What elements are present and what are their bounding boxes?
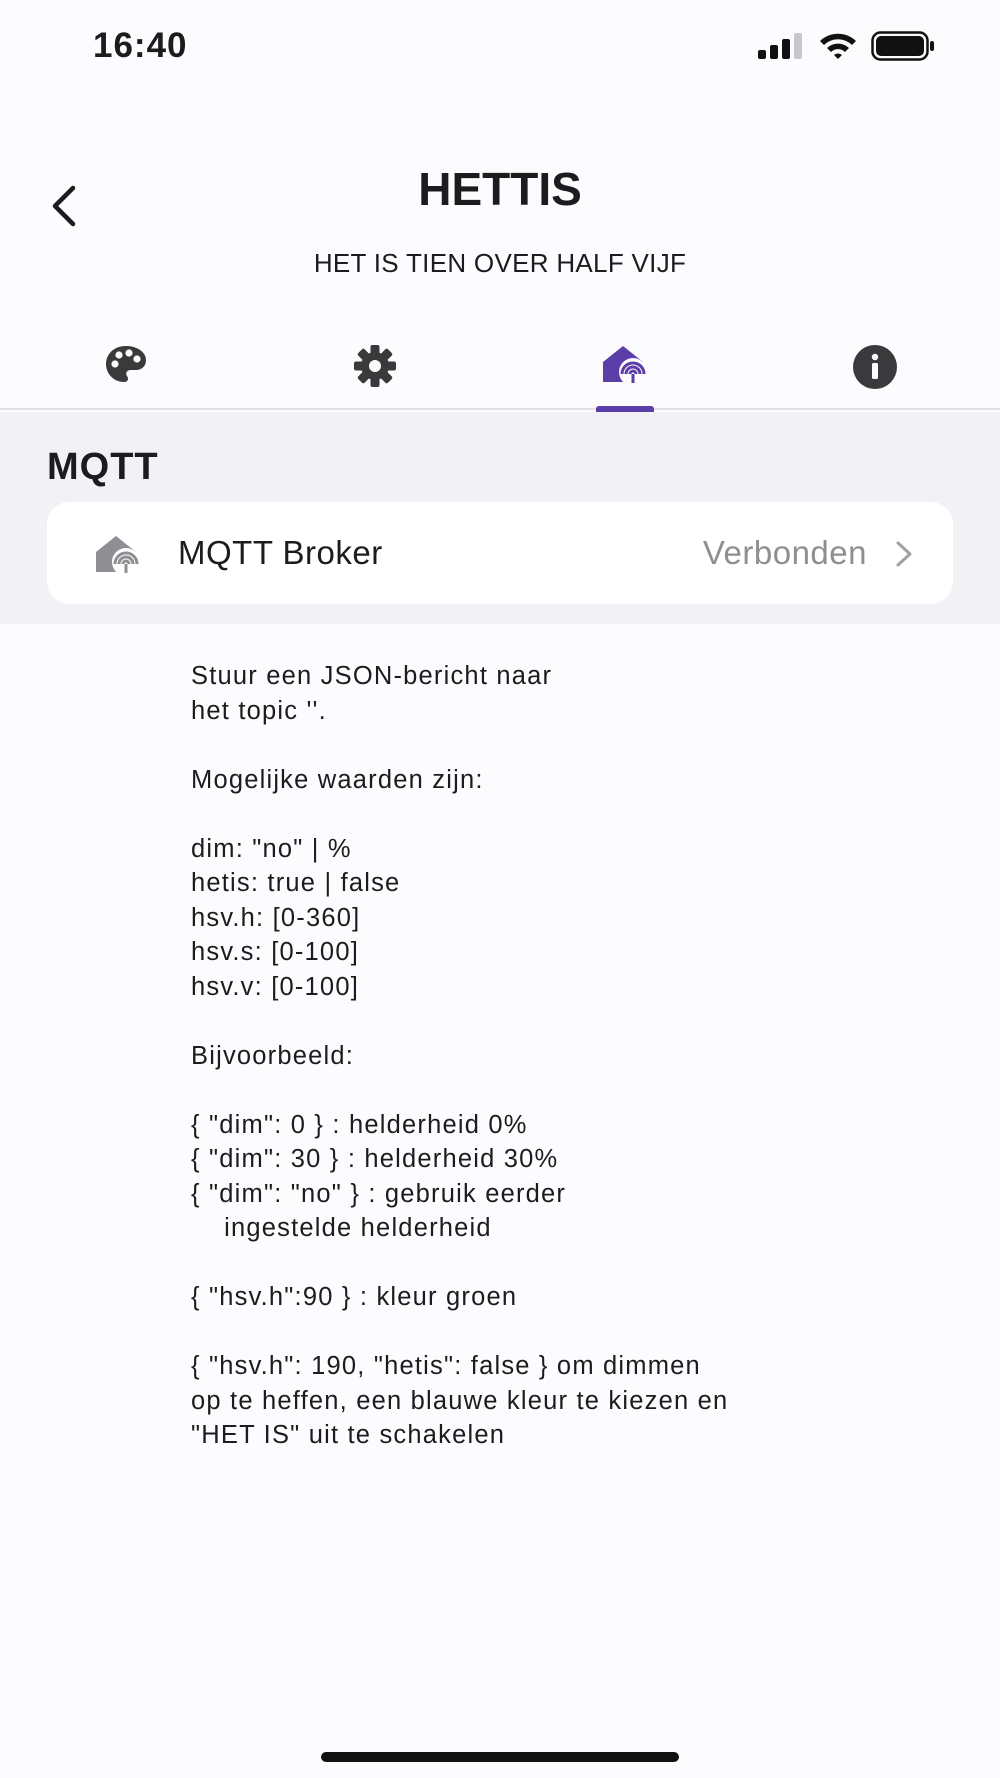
text-line	[191, 1246, 728, 1281]
tab-settings[interactable]	[315, 330, 435, 410]
text-line	[191, 1315, 728, 1350]
home-broadcast-icon	[600, 344, 650, 384]
chevron-right-icon	[895, 540, 913, 568]
text-line: op te heffen, een blauwe kleur te kiezen en	[191, 1386, 729, 1415]
header	[300, 162, 700, 216]
status-bar	[0, 0, 1000, 95]
section-title: MQTT	[47, 446, 159, 488]
status-time: 16:40	[93, 26, 188, 65]
text-line	[191, 728, 728, 763]
gear-icon	[353, 344, 397, 388]
text-line: hsv.s: [0-100]	[191, 938, 359, 966]
text-line	[191, 1073, 728, 1108]
broker-label: MQTT Broker	[178, 534, 383, 571]
tab-mqtt[interactable]	[565, 330, 685, 410]
text-line: het topic ''.	[191, 696, 327, 725]
tab-bar	[0, 330, 1000, 410]
text-line: { "hsv.h":90 } : kleur groen	[191, 1283, 518, 1311]
text-line	[191, 797, 728, 832]
page-title: HETTIS	[418, 163, 582, 215]
tab-appearance[interactable]	[66, 330, 186, 410]
text-line	[191, 1004, 728, 1039]
wifi-icon	[818, 30, 858, 60]
text-line: { "dim": "no" } : gebruik eerder	[191, 1179, 567, 1208]
text-line: Stuur een JSON-bericht naar	[191, 662, 553, 690]
mqtt-instructions	[191, 659, 728, 1453]
text-line: hsv.h: [0-360]	[191, 903, 361, 932]
palette-icon	[104, 344, 148, 384]
chevron-left-icon	[48, 184, 78, 228]
text-line: dim: "no" | %	[191, 834, 352, 863]
text-line: { "hsv.h": 190, "hetis": false } om dimmen	[191, 1352, 701, 1380]
page-subtitle: HET IS TIEN OVER HALF VIJF	[313, 248, 687, 278]
home-indicator[interactable]	[321, 1752, 679, 1762]
text-line: hsv.v: [0-100]	[191, 972, 359, 1001]
mqtt-broker-row[interactable]	[47, 502, 953, 604]
cellular-signal-icon	[758, 33, 804, 59]
info-icon	[852, 344, 898, 390]
battery-icon	[871, 31, 935, 61]
text-line: ingestelde helderheid	[191, 1214, 492, 1242]
text-line: "HET IS" uit te schakelen	[191, 1421, 506, 1449]
text-line: { "dim": 0 } : helderheid 0%	[191, 1110, 528, 1139]
tab-info[interactable]	[815, 330, 935, 410]
text-line: { "dim": 30 } : helderheid 30%	[191, 1145, 559, 1173]
broker-status: Verbonden	[702, 534, 867, 571]
back-button[interactable]	[38, 178, 88, 234]
home-broadcast-icon	[93, 534, 143, 574]
text-line: hetis: true | false	[191, 869, 401, 897]
text-line: Mogelijke waarden zijn:	[191, 765, 484, 794]
text-line: Bijvoorbeeld:	[191, 1041, 355, 1070]
